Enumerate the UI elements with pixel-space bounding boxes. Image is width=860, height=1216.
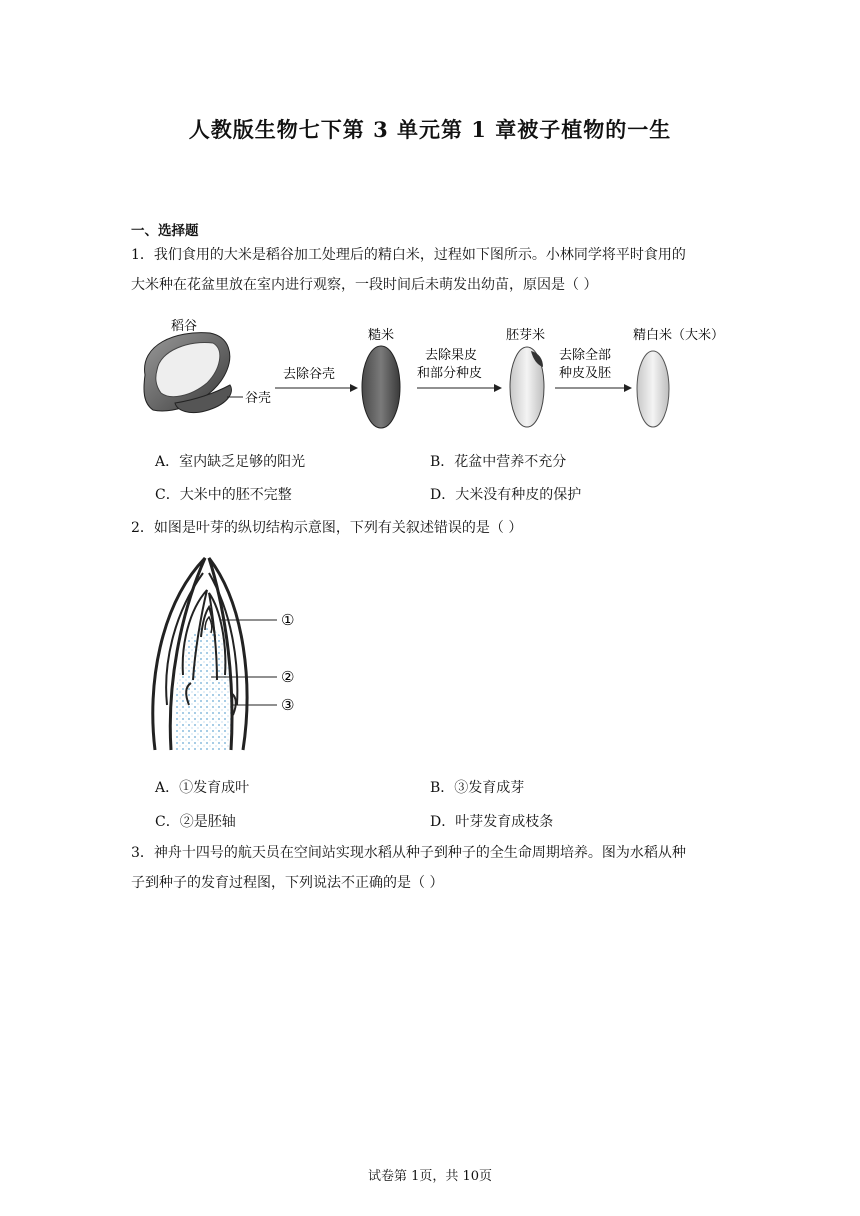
step-remove-part-seedcoat: 和部分种皮 [417, 366, 483, 381]
q1-option-b[interactable]: B．花盆中营养不充分 [430, 454, 567, 470]
question-1 [131, 240, 731, 300]
section-heading: 一、选择题 [131, 223, 199, 239]
white-rice-grain [637, 351, 669, 427]
paddy-grain-illustration [144, 333, 231, 413]
label-brown-rice: 糙米 [368, 328, 395, 343]
brown-rice-grain [362, 346, 400, 428]
label-husk: 谷壳 [245, 391, 272, 406]
marker-1: ① [281, 611, 295, 629]
q2-option-d[interactable]: D．叶芽发育成枝条 [430, 814, 554, 830]
page-title: 人教版生物七下第 3 单元第 1 章被子植物的一生 [188, 117, 672, 142]
q1-option-a[interactable]: A．室内缺乏足够的阳光 [155, 454, 306, 470]
question-2-line-1: 2．如图是叶芽的纵切结构示意图，下列有关叙述错误的是（ ） [131, 520, 523, 536]
label-paddy: 稻谷 [171, 319, 198, 334]
marker-3: ③ [281, 696, 295, 714]
page-footer: 试卷第 1页，共 10页 [367, 1169, 493, 1184]
step-remove-embryo: 种皮及胚 [559, 366, 612, 381]
question-2 [131, 513, 731, 543]
question-1-line-2: 大米种在花盆里放在室内进行观察，一段时间后未萌发出幼苗，原因是（ ） [131, 277, 598, 293]
step-remove-pericarp: 去除果皮 [425, 348, 478, 363]
marker-2: ② [281, 668, 295, 686]
q1-option-c[interactable]: C．大米中的胚不完整 [155, 487, 292, 503]
q1-option-d[interactable]: D．大米没有种皮的保护 [430, 487, 582, 503]
q2-option-a[interactable]: A．①发育成叶 [155, 780, 250, 796]
step-remove-husk: 去除谷壳 [283, 367, 336, 382]
step-remove-all-seedcoat: 去除全部 [559, 348, 612, 363]
q2-option-b[interactable]: B．③发育成芽 [430, 780, 525, 796]
question-3-line-2: 子到种子的发育过程图，下列说法不正确的是（ ） [131, 875, 444, 891]
rice-processing-figure [135, 315, 740, 430]
question-3-line-1: 3．神舟十四号的航天员在空间站实现水稻从种子到种子的全生命周期培养。图为水稻从种 [131, 845, 686, 861]
label-white-rice: 精白米（大米） [633, 328, 725, 343]
question-1-line-1: 1．我们食用的大米是稻谷加工处理后的精白米，过程如下图所示。小林同学将平时食用的 [131, 247, 686, 263]
label-germ-rice: 胚芽米 [506, 328, 546, 343]
leaf-bud-figure [145, 555, 305, 755]
question-3 [131, 838, 731, 898]
q2-option-c[interactable]: C．②是胚轴 [155, 814, 236, 830]
